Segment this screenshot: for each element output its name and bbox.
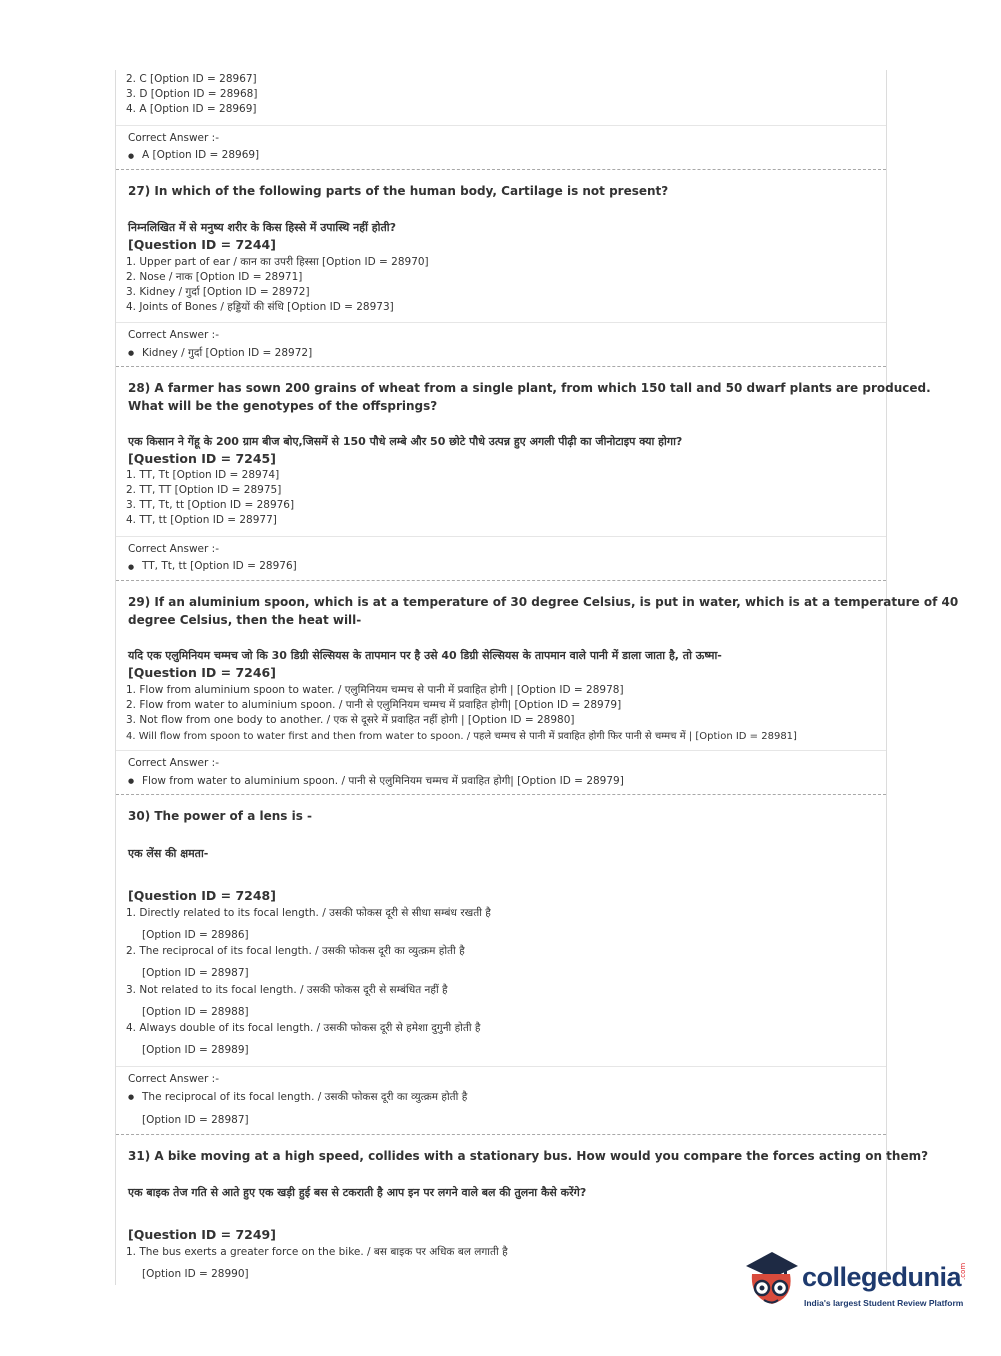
correct-answer-label: Correct Answer :- bbox=[128, 1073, 219, 1085]
question-text: 27) In which of the following parts of the human body, Cartilage is not present? bbox=[128, 184, 669, 198]
question-text-hindi: यदि एक एलुमिनियम चम्मच जो कि 30 डिग्री सेल्सियस के तापमान पर है उसे 40 डिग्री सेल्सियस के तापमान वाले पानी में डाला जाता है, तो ऊष्मा- bbox=[128, 649, 722, 662]
correct-answer: ● Kidney / गुर्दा [Option ID = 28972] bbox=[142, 346, 312, 360]
question-id: [Question ID = 7248] bbox=[128, 888, 276, 903]
option: 4. TT, tt [Option ID = 28977] bbox=[126, 514, 277, 526]
question-separator bbox=[116, 366, 886, 367]
option: 3. Not related to its focal length. / उसकी फोकस दूरी से सम्बंधित नहीं है bbox=[126, 984, 448, 996]
divider bbox=[116, 1066, 886, 1067]
option: 2. Flow from water to aluminium spoon. / पानी से एलुमिनियम चम्मच में प्रवाहित होगी| [Option ID = 28979] bbox=[126, 699, 622, 711]
option: 1. The bus exerts a greater force on the bike. / बस बाइक पर अधिक बल लगाती है bbox=[126, 1246, 508, 1258]
question-id: [Question ID = 7246] bbox=[128, 665, 276, 680]
question-id: [Question ID = 7244] bbox=[128, 237, 276, 252]
correct-answer: ● The reciprocal of its focal length. / उसकी फोकस दूरी का व्युत्क्रम होती है bbox=[142, 1090, 467, 1104]
question-text: 31) A bike moving at a high speed, collides with a stationary bus. How would you compare the forces acting on them? bbox=[128, 1149, 929, 1163]
correct-answer-label: Correct Answer :- bbox=[128, 329, 219, 341]
question-text: 28) A farmer has sown 200 grains of wheat from a single plant, from which 150 tall and 50 dwarf plants are produced. bbox=[128, 381, 931, 395]
divider bbox=[116, 750, 886, 751]
option: 2. C [Option ID = 28967] bbox=[126, 73, 257, 85]
option-id: [Option ID = 28989] bbox=[142, 1044, 249, 1056]
question-text-hindi: एक बाइक तेज गति से आते हुए एक खड़ी हुई बस से टकराती है आप इन पर लगने वाले बल की तुलना कैसे करेंगे? bbox=[128, 1186, 587, 1199]
option: 3. Not flow from one body to another. / एक से दूसरे में प्रवाहित नहीं होगी | [Option ID = 28980] bbox=[126, 714, 575, 726]
option-id: [Option ID = 28987] bbox=[142, 967, 249, 979]
option-id: [Option ID = 28988] bbox=[142, 1006, 249, 1018]
correct-answer-label: Correct Answer :- bbox=[128, 757, 219, 769]
logo-suffix: .com bbox=[959, 1262, 967, 1280]
question-text: What will be the genotypes of the offsprings? bbox=[128, 399, 438, 413]
question-id: [Question ID = 7249] bbox=[128, 1227, 276, 1242]
option-id: [Option ID = 28990] bbox=[142, 1268, 249, 1280]
option: 3. Kidney / गुर्दा [Option ID = 28972] bbox=[126, 286, 310, 298]
mascot-icon bbox=[742, 1248, 800, 1310]
option: 2. The reciprocal of its focal length. / उसकी फोकस दूरी का व्युत्क्रम होती है bbox=[126, 945, 465, 957]
question-text: 30) The power of a lens is - bbox=[128, 809, 313, 823]
correct-answer: ● Flow from water to aluminium spoon. / पानी से एलुमिनियम चम्मच में प्रवाहित होगी| [Option ID = 28979] bbox=[142, 774, 624, 788]
question-text: 29) If an aluminium spoon, which is at a temperature of 30 degree Celsius, is put in water, which is at a temperature of 40 bbox=[128, 595, 959, 609]
correct-answer: ● TT, Tt, tt [Option ID = 28976] bbox=[142, 560, 297, 572]
option: 3. TT, Tt, tt [Option ID = 28976] bbox=[126, 499, 295, 511]
option: 4. Always double of its focal length. / उसकी फोकस दूरी से हमेशा दुगुनी होती है bbox=[126, 1022, 481, 1034]
question-separator bbox=[116, 794, 886, 795]
option: 1. Upper part of ear / कान का उपरी हिस्सा [Option ID = 28970] bbox=[126, 256, 429, 268]
option: 4. A [Option ID = 28969] bbox=[126, 103, 257, 115]
option: 1. TT, Tt [Option ID = 28974] bbox=[126, 469, 280, 481]
question-text: degree Celsius, then the heat will- bbox=[128, 613, 362, 627]
logo-wordmark: collegedunia bbox=[802, 1262, 962, 1292]
option: 4. Will flow from spoon to water first and then from water to spoon. / पहले चम्मच से पानी में प्रवाहित होगी फिर पानी से चम्मच में | [Option ID = 28981] bbox=[126, 731, 797, 742]
divider bbox=[116, 322, 886, 323]
correct-answer-label: Correct Answer :- bbox=[128, 132, 219, 144]
divider bbox=[116, 536, 886, 537]
question-separator bbox=[116, 580, 886, 581]
divider bbox=[116, 125, 886, 126]
collegedunia-logo[interactable] bbox=[742, 1248, 972, 1318]
logo-tagline: India's largest Student Review Platform bbox=[804, 1298, 964, 1308]
correct-answer: ● A [Option ID = 28969] bbox=[142, 149, 259, 161]
option: 2. Nose / नाक [Option ID = 28971] bbox=[126, 271, 303, 283]
option: 1. Directly related to its focal length. / उसकी फोकस दूरी से सीधा सम्बंध रखती है bbox=[126, 907, 491, 919]
question-text-hindi: एक किसान ने गेंहू के 200 ग्राम बीज बोए,जिसमें से 150 पौधे लम्बे और 50 छोटे पौधे उत्पन्न हुए अगली पीढ़ी का जीनोटाइप क्या होगा? bbox=[128, 435, 683, 448]
question-text-hindi: निम्नलिखित में से मनुष्य शरीर के किस हिस्से में उपास्थि नहीं होती? bbox=[128, 221, 396, 234]
correct-answer-id: [Option ID = 28987] bbox=[142, 1114, 249, 1126]
option: 2. TT, TT [Option ID = 28975] bbox=[126, 484, 282, 496]
option: 4. Joints of Bones / हड्डियों की संधि [Option ID = 28973] bbox=[126, 301, 394, 313]
option: 1. Flow from aluminium spoon to water. / एलुमिनियम चम्मच से पानी में प्रवाहित होगी | [Option ID = 28978] bbox=[126, 684, 624, 696]
correct-answer-label: Correct Answer :- bbox=[128, 543, 219, 555]
question-separator bbox=[116, 169, 886, 170]
question-id: [Question ID = 7245] bbox=[128, 451, 276, 466]
question-text-hindi: एक लेंस की क्षमता- bbox=[128, 847, 209, 860]
option-id: [Option ID = 28986] bbox=[142, 929, 249, 941]
option: 3. D [Option ID = 28968] bbox=[126, 88, 258, 100]
question-separator bbox=[116, 1134, 886, 1135]
